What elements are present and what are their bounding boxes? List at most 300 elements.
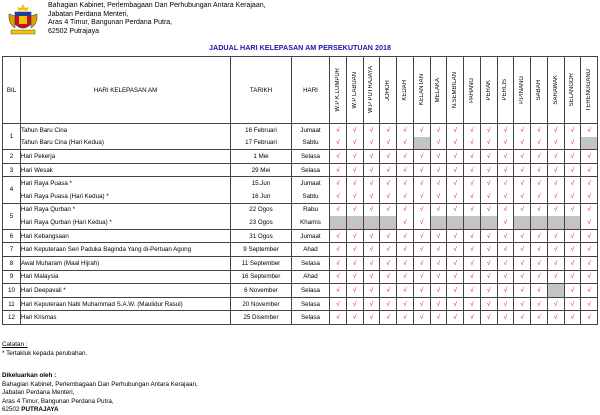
holiday-day: Selasa [301,259,320,267]
state-cell [581,284,598,298]
holiday-check-mark: √ [419,152,424,160]
state-cell [531,311,548,325]
holiday-name-cell [21,297,231,311]
holiday-check-mark: √ [553,139,558,147]
holiday-day-cell [292,284,330,298]
state-cell [447,163,464,177]
holiday-check-mark: √ [537,314,541,322]
holiday-day: Jumaat [300,126,321,134]
holiday-day-cell [292,243,330,257]
state-cell [531,177,548,203]
state-label: W.P K.LUMPUR [334,68,341,112]
state-cell [464,124,481,150]
holiday-check-mark: √ [386,314,390,322]
state-cell [514,256,531,270]
state-label: SABAH [535,79,542,101]
holiday-check-mark: √ [369,139,374,147]
holiday-check-mark: √ [436,126,441,134]
state-cell [363,284,380,298]
holiday-check-mark: √ [436,314,441,322]
state-cell [564,150,581,164]
column-header-day: HARI [292,57,330,124]
column-header-state [413,57,430,124]
holiday-name: Hari Deepavali * [21,286,66,294]
holiday-name: Hari Wesak [21,166,53,174]
table-row [3,311,598,325]
holiday-check-mark: √ [403,139,407,147]
holiday-check-mark: √ [386,259,390,267]
not-holiday-cell [414,137,430,150]
state-cell [564,124,581,150]
holiday-date: 23 Ogos [249,218,273,226]
holiday-check-mark: √ [570,286,575,294]
state-cell [514,229,531,243]
holiday-check-mark: √ [553,246,558,254]
state-cell [581,150,598,164]
holiday-name: Hari Raya Puasa * [21,180,72,188]
holiday-check-mark: √ [587,314,591,322]
state-cell [447,297,464,311]
holiday-check-mark: √ [352,166,357,174]
state-cell [330,203,347,229]
holiday-day: Ahad [303,246,318,254]
holiday-check-mark: √ [537,232,541,240]
state-cell [330,124,347,150]
state-cell [480,203,497,229]
holiday-check-mark: √ [570,139,575,147]
state-label: SELANGOR [569,73,576,107]
holiday-check-mark: √ [553,259,558,267]
holiday-check-mark: √ [336,139,340,147]
holiday-date: 17 Februari [245,139,277,147]
holiday-day-cell [292,256,330,270]
issued-postcode: 62502 [2,406,20,414]
state-cell [413,150,430,164]
state-label: JOHOR [385,79,392,101]
state-cell [581,177,598,203]
holiday-check-mark: √ [386,139,390,147]
not-holiday-cell [364,216,380,229]
row-number: 7 [3,243,21,257]
holiday-check-mark: √ [570,180,575,188]
holiday-check-mark: √ [570,300,575,308]
state-cell [413,311,430,325]
state-cell [514,177,531,203]
holiday-check-mark: √ [403,166,407,174]
holiday-check-mark: √ [386,126,390,134]
state-label: MELAKA [435,77,442,103]
holiday-check-mark: √ [419,126,424,134]
holiday-check-mark: √ [537,152,541,160]
holiday-check-mark: √ [336,314,340,322]
state-cell [346,297,363,311]
state-cell [330,177,347,203]
table-row [3,297,598,311]
holiday-check-mark: √ [520,246,524,254]
state-cell [531,297,548,311]
holiday-check-mark: √ [503,232,508,240]
state-cell [531,203,548,229]
holiday-check-mark: √ [537,259,541,267]
state-cell [547,297,564,311]
holiday-check-mark: √ [386,206,390,214]
header-line: 62502 Putrajaya [48,27,99,35]
state-cell [397,243,414,257]
state-cell [447,203,464,229]
holiday-check-mark: √ [436,246,441,254]
table-body [3,124,598,325]
holiday-check-mark: √ [403,273,407,281]
holiday-day: Jumaat [300,180,321,188]
holiday-check-mark: √ [570,192,575,200]
state-label: W.P LABUAN [351,71,358,109]
state-cell [547,229,564,243]
state-cell [380,297,397,311]
not-holiday-cell [447,216,463,229]
holiday-check-mark: √ [537,180,541,188]
holiday-date-cell [231,203,292,229]
holiday-check-mark: √ [352,246,357,254]
state-cell [564,243,581,257]
holiday-day-cell [292,297,330,311]
state-cell [430,124,447,150]
holiday-check-mark: √ [553,314,558,322]
holiday-check-mark: √ [486,152,491,160]
holiday-check-mark: √ [470,166,474,174]
state-label: KELANTAN [418,74,425,106]
state-cell [397,203,414,229]
state-cell [346,177,363,203]
state-cell [514,270,531,284]
holiday-check-mark: √ [503,286,508,294]
state-cell [497,256,514,270]
holiday-check-mark: √ [470,232,474,240]
state-cell [380,311,397,325]
holiday-check-mark: √ [486,314,491,322]
row-number: 12 [3,311,21,325]
holiday-name-cell [21,243,231,257]
state-label: N.SEMBILAN [452,71,459,109]
holiday-day: Sabtu [302,139,319,147]
holiday-check-mark: √ [436,166,441,174]
holiday-check-mark: √ [587,218,591,226]
holiday-check-mark: √ [386,166,390,174]
state-cell [497,229,514,243]
state-cell [480,243,497,257]
column-header-state [346,57,363,124]
state-cell [464,297,481,311]
state-label: PERAK [485,79,492,101]
state-cell [346,163,363,177]
holiday-check-mark: √ [553,192,558,200]
holiday-check-mark: √ [553,166,558,174]
state-cell [564,297,581,311]
row-number: 2 [3,150,21,164]
holiday-date: 16 September [241,273,281,281]
holiday-check-mark: √ [436,152,441,160]
state-cell [581,229,598,243]
table-row [3,270,598,284]
state-label: KEDAH [401,79,408,101]
state-cell [480,311,497,325]
holiday-date: 15.Jun [251,180,271,188]
state-cell [447,229,464,243]
column-header-state [380,57,397,124]
holiday-check-mark: √ [403,300,407,308]
state-label: SARAWAK [552,75,559,105]
holiday-check-mark: √ [587,273,591,281]
state-cell [397,270,414,284]
holiday-check-mark: √ [470,126,474,134]
holiday-check-mark: √ [553,152,558,160]
holiday-check-mark: √ [486,180,491,188]
holiday-check-mark: √ [453,180,457,188]
holiday-check-mark: √ [352,259,357,267]
state-cell [397,229,414,243]
holiday-check-mark: √ [436,259,441,267]
state-cell [380,284,397,298]
state-cell [413,203,430,229]
state-cell [531,270,548,284]
holiday-check-mark: √ [553,300,558,308]
state-cell [380,243,397,257]
table-row [3,243,598,257]
holiday-check-mark: √ [369,286,374,294]
holiday-check-mark: √ [336,300,340,308]
malaysia-coat-of-arms-icon [5,2,41,38]
state-cell [430,163,447,177]
holiday-check-mark: √ [453,300,457,308]
agency-header [48,2,266,36]
holiday-check-mark: √ [419,180,424,188]
state-cell [430,150,447,164]
state-cell [464,284,481,298]
state-cell [430,203,447,229]
holiday-date: 16 Jun [251,192,271,200]
state-cell [363,229,380,243]
holiday-check-mark: √ [570,246,575,254]
state-label: TERENGGANU [586,68,593,112]
holiday-check-mark: √ [503,206,508,214]
holiday-check-mark: √ [419,232,424,240]
holiday-check-mark: √ [486,166,491,174]
holiday-check-mark: √ [520,273,524,281]
state-cell [547,311,564,325]
state-cell [480,124,497,150]
table-header-row [3,57,598,124]
state-cell [447,270,464,284]
holiday-check-mark: √ [537,273,541,281]
holiday-check-mark: √ [503,246,508,254]
holiday-check-mark: √ [419,314,424,322]
state-cell [480,150,497,164]
row-number: 4 [3,177,21,203]
holiday-check-mark: √ [537,206,541,214]
holiday-day: Selasa [301,152,320,160]
state-cell [547,150,564,164]
column-header-state [430,57,447,124]
holiday-check-mark: √ [453,192,457,200]
state-cell [514,297,531,311]
state-cell [480,256,497,270]
holiday-name: Hari Krismas [21,314,57,322]
column-header-date: TARIKH [231,57,292,124]
state-cell [363,311,380,325]
holiday-check-mark: √ [520,206,524,214]
table-row [3,177,598,203]
holiday-check-mark: √ [386,232,390,240]
table-row [3,229,598,243]
holiday-date-cell [231,256,292,270]
holiday-check-mark: √ [386,152,390,160]
holiday-check-mark: √ [369,126,374,134]
row-number: 1 [3,124,21,150]
state-cell [581,311,598,325]
state-cell [547,177,564,203]
holiday-date-cell [231,229,292,243]
state-cell [380,203,397,229]
holiday-day: Selasa [301,300,320,308]
state-cell [413,256,430,270]
state-cell [497,243,514,257]
state-cell [497,163,514,177]
holiday-date-cell [231,163,292,177]
holiday-check-mark: √ [486,246,491,254]
holiday-date: 22 Ogos [249,206,273,214]
state-cell [346,256,363,270]
state-cell [497,284,514,298]
holiday-check-mark: √ [570,273,575,281]
state-cell [430,243,447,257]
state-cell [514,284,531,298]
holiday-check-mark: √ [352,314,357,322]
holiday-name: Hari Pekerja [21,152,56,160]
holiday-check-mark: √ [352,180,357,188]
holiday-check-mark: √ [436,180,441,188]
holiday-date-cell [231,297,292,311]
holiday-check-mark: √ [403,286,407,294]
state-cell [346,203,363,229]
state-cell [346,311,363,325]
state-cell [346,284,363,298]
holiday-check-mark: √ [436,273,441,281]
state-cell [497,203,514,229]
holiday-check-mark: √ [436,232,441,240]
holiday-check-mark: √ [436,286,441,294]
state-cell [581,256,598,270]
holiday-day: Khamis [300,218,321,226]
issued-by-title: Dikeluarkan oleh : [2,372,57,379]
table-row [3,284,598,298]
row-number: 11 [3,297,21,311]
holiday-check-mark: √ [386,286,390,294]
holiday-check-mark: √ [520,314,524,322]
issued-line: Bahagian Kabinet, Perlembagaan Dan Perhubungan Antara Kerajaan, [2,380,198,388]
holiday-check-mark: √ [419,206,424,214]
holiday-check-mark: √ [520,139,524,147]
state-cell [346,124,363,150]
not-holiday-cell [347,216,363,229]
state-cell [447,243,464,257]
state-cell [346,243,363,257]
holiday-check-mark: √ [587,246,591,254]
holiday-check-mark: √ [537,166,541,174]
holiday-check-mark: √ [587,232,591,240]
state-cell [581,243,598,257]
state-cell [531,124,548,150]
holiday-day-cell [292,177,330,203]
holiday-check-mark: √ [553,206,558,214]
holiday-check-mark: √ [503,139,508,147]
holiday-check-mark: √ [369,152,374,160]
state-cell [447,177,464,203]
holiday-check-mark: √ [587,286,591,294]
holiday-check-mark: √ [352,152,357,160]
state-cell [397,124,414,150]
state-cell [564,203,581,229]
state-cell [547,124,564,150]
state-cell [397,177,414,203]
issued-by-section [2,372,198,415]
notes-section [2,341,87,358]
holiday-check-mark: √ [336,232,340,240]
holiday-check-mark: √ [470,246,474,254]
holiday-check-mark: √ [587,166,591,174]
holiday-check-mark: √ [336,286,340,294]
holiday-check-mark: √ [369,300,374,308]
column-header-state [330,57,347,124]
column-header-state [581,57,598,124]
holiday-check-mark: √ [503,180,508,188]
table-row [3,163,598,177]
holiday-check-mark: √ [570,152,575,160]
not-holiday-cell [380,216,396,229]
holiday-check-mark: √ [369,166,374,174]
holiday-check-mark: √ [520,300,524,308]
holiday-name: Hari Malaysia [21,273,59,281]
holiday-check-mark: √ [352,300,357,308]
holiday-check-mark: √ [470,314,474,322]
state-cell [413,297,430,311]
state-cell [363,124,380,150]
holiday-check-mark: √ [570,314,575,322]
state-cell [380,177,397,203]
holiday-check-mark: √ [386,300,390,308]
holiday-day: Sabtu [302,192,319,200]
state-cell [514,243,531,257]
state-cell [380,150,397,164]
state-cell [413,229,430,243]
holiday-check-mark: √ [419,286,424,294]
state-cell [464,256,481,270]
holiday-check-mark: √ [419,218,424,226]
state-cell [547,163,564,177]
holiday-check-mark: √ [587,259,591,267]
state-cell [564,256,581,270]
state-cell [480,284,497,298]
holiday-check-mark: √ [352,232,357,240]
state-cell [564,270,581,284]
holiday-name: Hari Raya Qurban (Hari Kedua) * [21,218,112,226]
state-cell [330,297,347,311]
state-cell [330,284,347,298]
holiday-check-mark: √ [403,314,407,322]
state-cell [363,243,380,257]
state-cell [547,203,564,229]
state-cell [413,284,430,298]
column-header-state [531,57,548,124]
holiday-check-mark: √ [470,206,474,214]
